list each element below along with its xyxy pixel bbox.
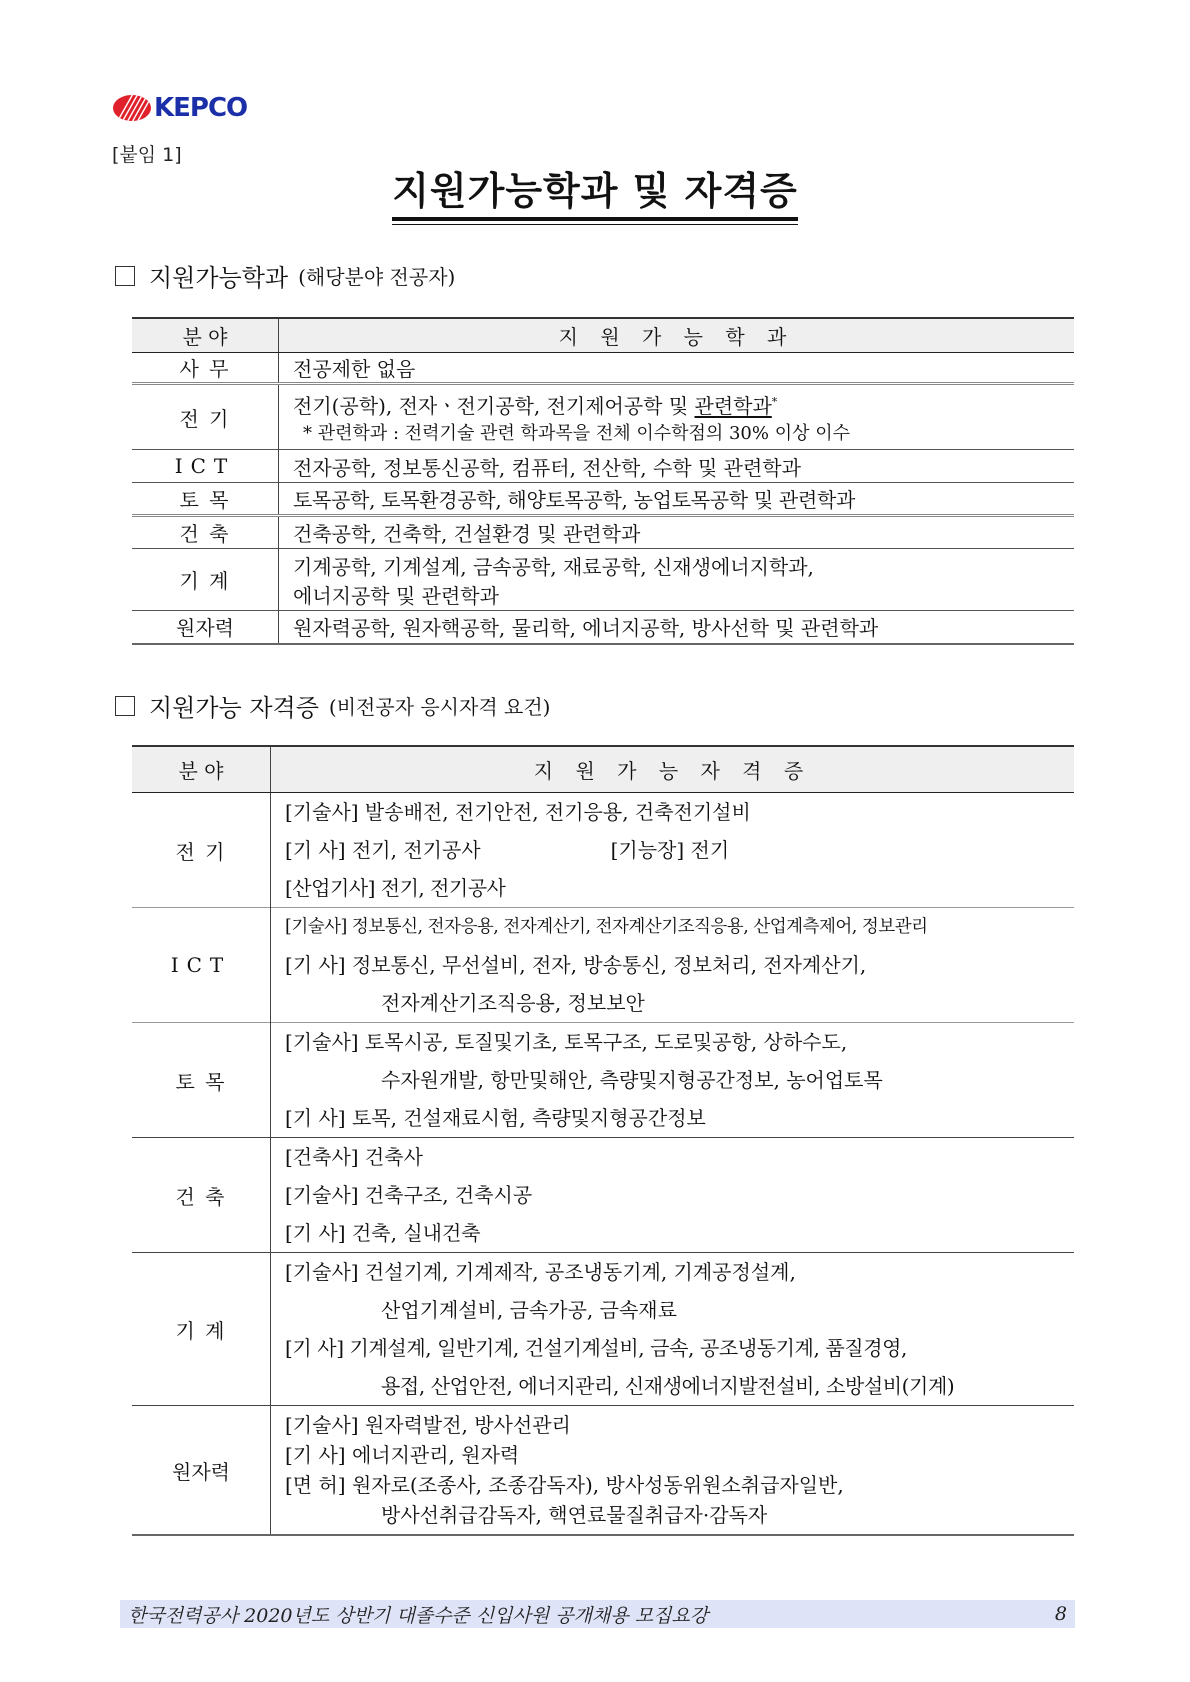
footnote-text: * 관련학과 : 전력기술 관련 학과목을 전체 이수학점의 30% 이상 이수: [303, 422, 850, 444]
kepco-logo: [112, 94, 247, 122]
certificate-text: [기능장] 전기: [610, 838, 730, 862]
table-header-row: [132, 746, 1074, 793]
certificate-line: [285, 831, 1060, 869]
departments-cell: [279, 549, 1075, 611]
field-cell: 원자력: [132, 611, 279, 644]
certificate-line: 수자원개발, 항만및해안, 측량및지형공간정보, 농어업토목: [381, 1068, 883, 1092]
column-header-departments: 지 원 가 능 학 과: [279, 318, 1075, 353]
table-row: [132, 1023, 1074, 1138]
certificate-line: [기술사] 발송배전, 전기안전, 전기응용, 건축전기설비: [285, 800, 751, 824]
related-departments-link-text: 관련학과: [694, 393, 772, 418]
page-number: 8: [1054, 1603, 1067, 1625]
certificate-line: [건축사] 건축사: [285, 1145, 423, 1169]
departments-line: 기계공학, 기계설계, 금속공학, 재료공학, 신재생에너지학과,: [293, 554, 814, 579]
certificates-table: [132, 745, 1074, 1536]
certificate-line: [기술사] 원자력발전, 방사선관리: [285, 1413, 571, 1437]
departments-cell: [279, 384, 1075, 450]
table-header-row: [132, 318, 1074, 353]
certificates-cell: [271, 1406, 1075, 1536]
table-row: [132, 384, 1074, 450]
departments-cell: 전자공학, 정보통신공학, 컴퓨터, 전산학, 수학 및 관련학과: [279, 450, 1075, 483]
departments-table: [132, 317, 1074, 645]
certificate-line: [기술사] 토목시공, 토질및기초, 토목구조, 도로및공항, 상하수도,: [285, 1030, 848, 1054]
field-cell: 기 계: [132, 1253, 271, 1406]
attachment-label: [붙임 1]: [112, 144, 182, 166]
table-row: [132, 908, 1074, 1023]
field-cell: 토 목: [132, 1023, 271, 1138]
departments-cell: 원자력공학, 원자핵공학, 물리학, 에너지공학, 방사선학 및 관련학과: [279, 611, 1075, 644]
field-cell: 건 축: [132, 1138, 271, 1253]
certificate-line: [기 사] 정보통신, 무선설비, 전자, 방송통신, 정보처리, 전자계산기,: [285, 953, 867, 977]
section-title: 지원가능학과: [149, 264, 289, 292]
departments-line: 에너지공학 및 관련학과: [293, 583, 499, 608]
certificate-line: 전자계산기조직응용, 정보보안: [381, 991, 645, 1015]
certificate-line: [기술사] 건설기계, 기계제작, 공조냉동기계, 기계공정설계,: [285, 1260, 796, 1284]
field-cell: ICT: [132, 450, 279, 483]
table-row: [132, 1406, 1074, 1536]
certificate-line: 산업기계설비, 금속가공, 금속재료: [381, 1298, 677, 1322]
departments-cell: 토목공학, 토목환경공학, 해양토목공학, 농업토목공학 및 관련학과: [279, 483, 1075, 516]
page-footer: [120, 1600, 1075, 1628]
footnote-mark: *: [771, 394, 778, 408]
table-row: [132, 793, 1074, 908]
certificate-line: [산업기사] 전기, 전기공사: [285, 876, 506, 900]
section-heading-certificates: [115, 688, 550, 723]
field-cell: 전 기: [132, 793, 271, 908]
table-row: [132, 450, 1074, 483]
certificate-line: [기 사] 토목, 건설재료시험, 측량및지형공간정보: [285, 1106, 706, 1130]
certificate-line: [기 사] 에너지관리, 원자력: [285, 1443, 520, 1467]
certificates-cell: [271, 1138, 1075, 1253]
field-cell: 기 계: [132, 549, 279, 611]
field-cell: 전 기: [132, 384, 279, 450]
field-cell: 토 목: [132, 483, 279, 516]
section-title: 지원가능 자격증: [149, 694, 319, 722]
kepco-emblem-icon: [112, 94, 152, 122]
certificates-cell: [271, 1023, 1075, 1138]
checkbox-square-icon: [115, 266, 135, 286]
certificate-line: [면 허] 원자로(조종사, 조종감독자), 방사성동위원소취급자일반,: [285, 1473, 844, 1497]
table-row: [132, 353, 1074, 384]
logo-wordmark: KEPCO: [154, 93, 248, 123]
field-cell: 사 무: [132, 353, 279, 384]
certificate-line: [기 사] 기계설계, 일반기계, 건설기계설비, 금속, 공조냉동기계, 품질경영,: [285, 1336, 908, 1360]
footer-text: 한국전력공사 2020년도 상반기 대졸수준 신입사원 공개채용 모집요강: [128, 1604, 709, 1627]
checkbox-square-icon: [115, 696, 135, 716]
departments-text: 전기(공학), 전자ㆍ전기공학, 전기제어공학 및: [293, 393, 695, 418]
table-row: [132, 611, 1074, 644]
column-header-certificates: 지 원 가 능 자 격 증: [271, 746, 1075, 793]
certificate-text: [기 사] 전기, 전기공사: [285, 838, 481, 862]
certificate-line: [기술사] 건축구조, 건축시공: [285, 1183, 533, 1207]
section-subtitle: (해당분야 전공자): [298, 265, 456, 289]
field-cell: 건 축: [132, 516, 279, 549]
table-row: [132, 516, 1074, 549]
table-row: [132, 549, 1074, 611]
certificates-cell: [271, 908, 1075, 1023]
table-row: [132, 1138, 1074, 1253]
table-row: [132, 1253, 1074, 1406]
page-title: 지원가능학과 및 자격증: [392, 160, 798, 221]
field-cell: 원자력: [132, 1406, 271, 1536]
certificate-line: [기술사] 정보통신, 전자응용, 전자계산기, 전자계산기조직응용, 산업계측제어, 정보관리: [285, 917, 928, 937]
column-header-field: 분 야: [132, 318, 279, 353]
table-row: [132, 483, 1074, 516]
certificate-line: 용접, 산업안전, 에너지관리, 신재생에너지발전설비, 소방설비(기계): [381, 1374, 955, 1398]
certificate-line: [기 사] 건축, 실내건축: [285, 1221, 481, 1245]
certificate-line: 방사선취급감독자, 핵연료물질취급자·감독자: [381, 1503, 768, 1527]
column-header-field: 분 야: [132, 746, 271, 793]
section-heading-departments: [115, 258, 455, 293]
departments-cell: 전공제한 없음: [279, 353, 1075, 384]
certificates-cell: [271, 1253, 1075, 1406]
section-subtitle: (비전공자 응시자격 요건): [328, 695, 551, 719]
field-cell: ICT: [132, 908, 271, 1023]
certificates-cell: [271, 793, 1075, 908]
departments-cell: 건축공학, 건축학, 건설환경 및 관련학과: [279, 516, 1075, 549]
